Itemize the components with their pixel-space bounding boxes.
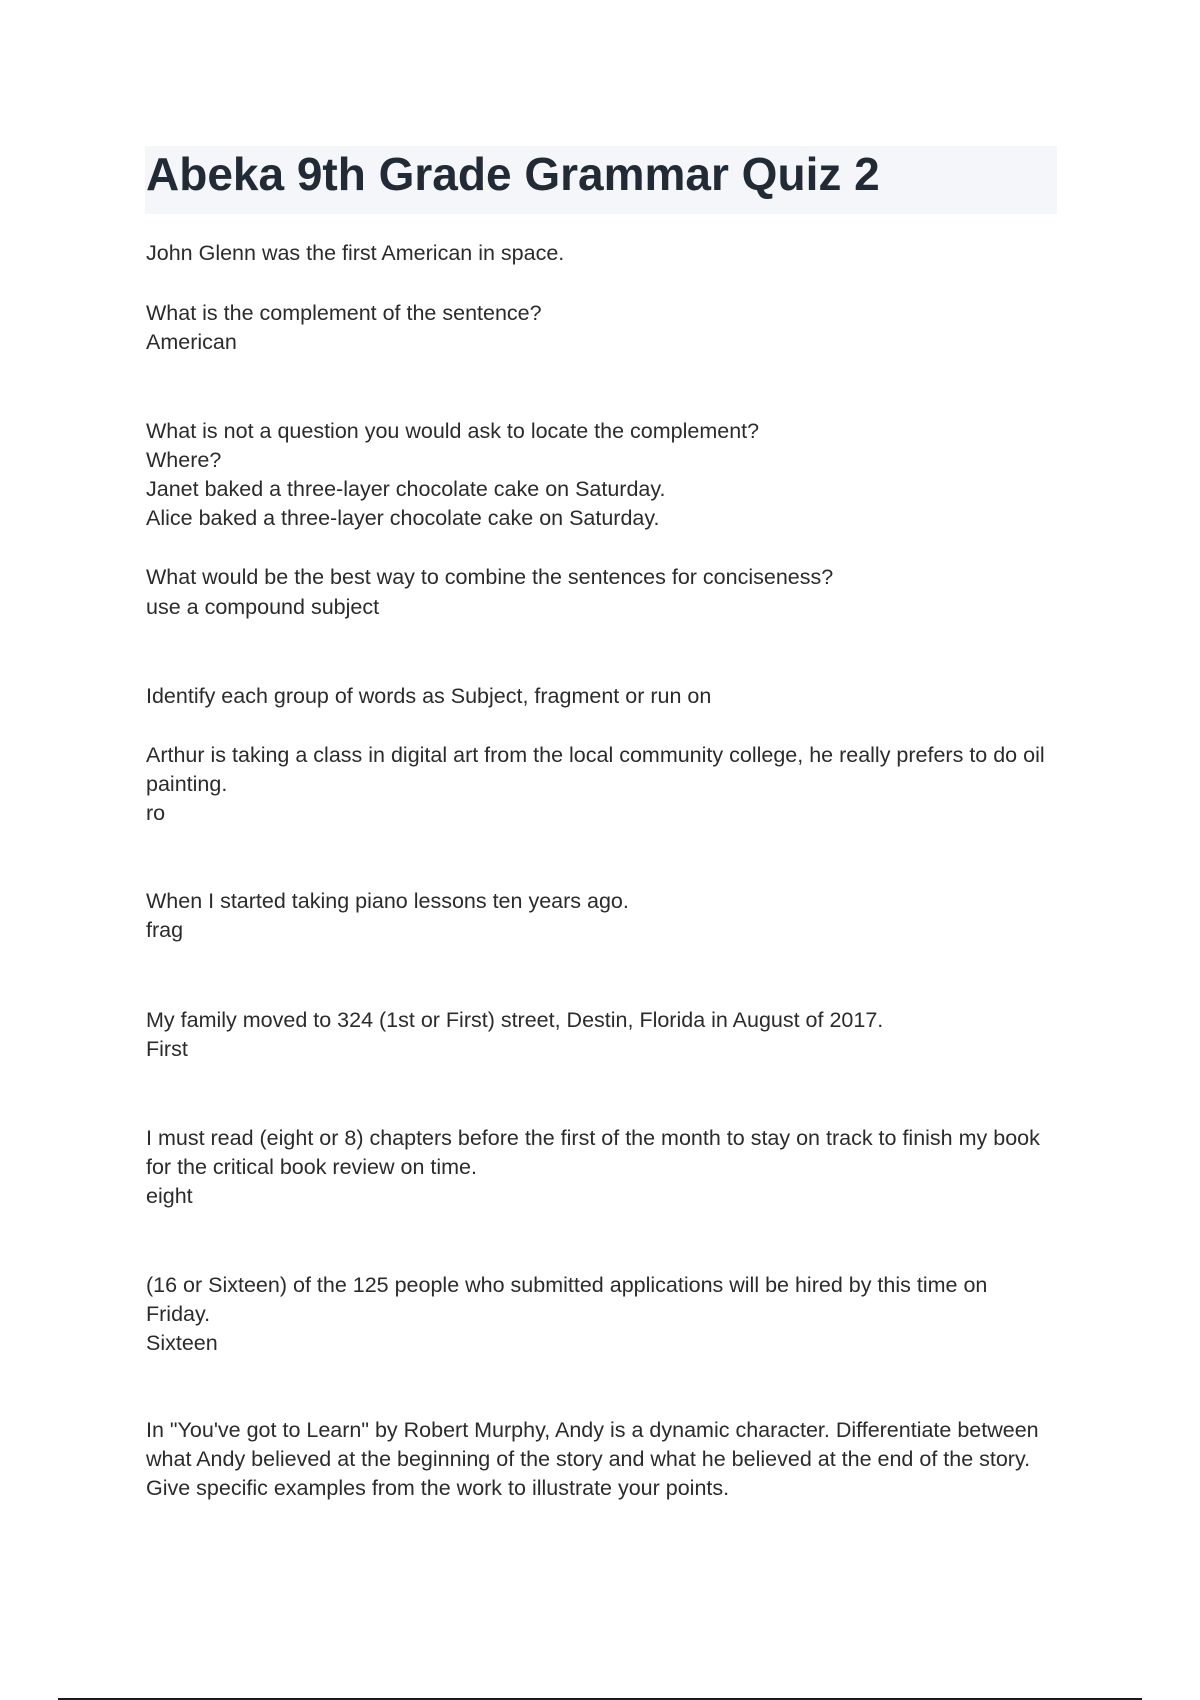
question-address: My family moved to 324 (1st or First) street, Destin, Florida in August of 2017.	[146, 1008, 884, 1032]
answer-piano: frag	[146, 918, 184, 942]
question-arthur: Arthur is taking a class in digital art from the local community college, he really prefers to do oil painting.	[146, 743, 1045, 796]
answer-combine-sentences: use a compound subject	[146, 595, 380, 619]
document-title: Abeka 9th Grade Grammar Quiz 2	[146, 148, 880, 200]
question-piano: When I started taking piano lessons ten years ago.	[146, 889, 629, 913]
question-combine-sentences: What would be the best way to combine the sentences for conciseness?	[146, 565, 834, 589]
answer-locate-complement: Where?	[146, 448, 222, 472]
question-locate-complement: What is not a question you would ask to locate the complement?	[146, 419, 760, 443]
sentence-janet: Janet baked a three-layer chocolate cake on Saturday.	[146, 477, 666, 501]
question-chapters: I must read (eight or 8) chapters before the first of the month to stay on track to finish my book for the critical book review on time.	[146, 1126, 1040, 1179]
answer-address: First	[146, 1037, 188, 1061]
answer-complement: American	[146, 330, 237, 354]
question-complement: What is the complement of the sentence?	[146, 301, 542, 325]
instruction-identify: Identify each group of words as Subject, fragment or run on	[146, 684, 712, 708]
answer-arthur: ro	[146, 801, 166, 825]
answer-chapters: eight	[146, 1184, 193, 1208]
essay-prompt: In "You've got to Learn" by Robert Murphy, Andy is a dynamic character. Differentiate between what Andy believed at the beginning of the story and what he believed at the end of the story. Give specific examples from the work to illustrate your points.	[146, 1418, 1039, 1500]
statement-john-glenn: John Glenn was the first American in space.	[146, 241, 565, 265]
sentence-alice: Alice baked a three-layer chocolate cake on Saturday.	[146, 506, 660, 530]
answer-applicants: Sixteen	[146, 1331, 218, 1355]
question-applicants: (16 or Sixteen) of the 125 people who submitted applications will be hired by this time on Friday.	[146, 1273, 988, 1326]
